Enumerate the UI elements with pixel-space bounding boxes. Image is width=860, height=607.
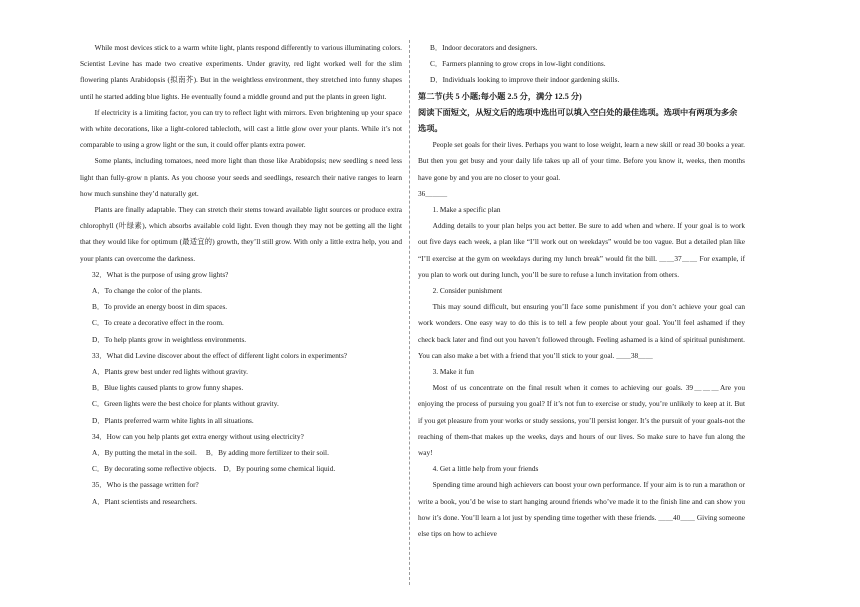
column-divider [409,40,410,585]
text: Adding details to your plan helps you act better. Be sure to add when and where. If your goal is to work out five days each week, a plan like “I’ll work out on weekdays” would be too vague. But a detailed plan like “I’ll exercise at the gym on weekdays during my lunch break” would fit the bill. [418,221,745,263]
subheading: 2. Consider punishment [432,286,503,296]
text: This may sound difficult, but ensuring you’ll face some punishment if you don’t achieve your goal can work wonders. One easy way to do this is to tell a few people about your goal. You’ll feel ashamed if they check back later and find out you haven’t followed through. Feeling ashamed is a kind of spiritual punishment. You can also make a bet with a friend that you’ll stick to your goal. [418,302,745,360]
option: C．By decorating some reflective objects. D．By pouring some chemical liquid. [92,464,336,474]
passage-paragraph [418,299,745,364]
text: For example, if you plan to work out during lunch, you’ll be sure to refuse a lunch invitation from others. [418,253,746,279]
subheading: 4. Get a little help from your friends [432,464,539,474]
option: C．Green lights were the best choice for plants without gravity. [92,399,279,409]
passage-paragraph [418,380,745,461]
blank-39: 39＿＿＿ [685,383,721,393]
text: Spending time around high achievers can boost your own performance. If your aim is to run a marathon or write a book, you’d be wise to start hanging around friends who’ve made it to the finish line and can show you how it’s done. You’ll learn a lot just by spending time together with these friends. [418,480,745,522]
text: Most of us concentrate on the final result when it comes to achieving our goals. [432,383,683,393]
section-instruction: 阅读下面短文，从短文后的选项中选出可以填入空白处的最佳选项。选项中有两项为多余选项。 [418,107,738,134]
passage-paragraph: If electricity is a limiting factor, you can try to reflect light with mirrors. Even brightening up your space with white decorations, like a light-colored tablecloth, will cast a little glow over your plants. While it’s not comparable to using a grow light or the sun, it could offer plants extra power. [80,107,402,150]
question-35: 35．Who is the passage written for? [92,480,199,490]
left-column [80,40,402,510]
option: C．Farmers planning to grow crops in low-light conditions. [430,59,606,69]
option: D．Plants preferred warm white lights in all situations. [92,415,254,425]
question-32: 32．What is the purpose of using grow lights? [92,269,229,279]
passage-paragraph [418,477,745,542]
option: D．To help plants grow in weightless environments. [92,334,247,344]
option: A．To change the color of the plants. [92,286,202,296]
option: C．To create a decorative effect in the room. [92,318,224,328]
option: B．To provide an energy boost in dim spaces. [92,302,228,312]
blank-38: ＿＿38＿＿ [616,350,653,360]
passage-paragraph [418,218,745,283]
option: D．Individuals looking to improve their indoor gardening skills. [430,75,620,85]
passage-paragraph: While most devices stick to a warm white light, plants respond differently to various illuminating colors. Scientist Levine has made two creative experiments. Under gravity, red light worked well for the slim flowering plants Arabidopsis (拟南芥). But in the weightless environment, they stretched into funny shapes until he started adding blue lights. He eventually found a middle ground and put the plants in green light. [80,43,402,101]
subheading: 1. Make a specific plan [432,205,501,215]
blank-37: ＿＿37＿＿ [659,253,698,263]
question-34: 34．How can you help plants get extra energy without using electricity? [92,431,304,441]
option: B．Indoor decorators and designers. [430,43,538,52]
blank-40: ＿＿40＿＿ [658,512,696,522]
section-title: 第二节(共 5 小题;每小题 2.5 分，满分 12.5 分) [418,91,582,101]
question-33: 33．What did Levine discover about the effect of different light colors in experiments? [92,350,348,360]
right-column [418,40,745,542]
option: A．Plants grew best under red lights without gravity. [92,367,248,377]
text: Are you enjoying the process of pursuing you goal? If it’s not fun to exercise or study, you’re unlikely to keep at it. But if you get pleasure from your works or study sessions, you’ll persist longer. It’s the pursuit of your goals-not the reaching of them-that makes up the weeks, days and hours of our lives. So make sure to have fun along the way! [418,383,746,458]
text: Giving someone else tips on how to achieve [418,512,745,539]
subheading: 3. Make it fun [432,367,474,377]
passage-paragraph: Plants are finally adaptable. They can stretch their stems toward available light sources or produce extra chlorophyll (叶绿素), which absorbs available cold light. Even though they may not be getting all the light that they would like for optimum (最适宜的) growth, they’ll still grow. With only a little extra help, you and your plants can overcome the darkness. [80,205,402,263]
option: A．By putting the metal in the soil. B．By adding more fertilizer to their soil. [92,448,329,458]
option: A．Plant scientists and researchers. [92,496,197,506]
blank-36: 36＿＿＿ [418,188,448,198]
passage-paragraph: Some plants, including tomatoes, need more light than those like Arabidopsis; new seedling s need less light than fully-grow n plants. As you choose your seeds and seedlings, research their native ranges to learn how much sunshine they’d naturally get. [80,156,402,198]
passage-intro: People set goals for their lives. Perhaps you want to lose weight, learn a new skill or read 30 books a year. But then you get busy and your daily life takes up all of your time. Before you know it, weeks, then months have gone by and you are no closer to your goal. [418,140,745,182]
option: B．Blue lights caused plants to grow funny shapes. [92,383,244,393]
